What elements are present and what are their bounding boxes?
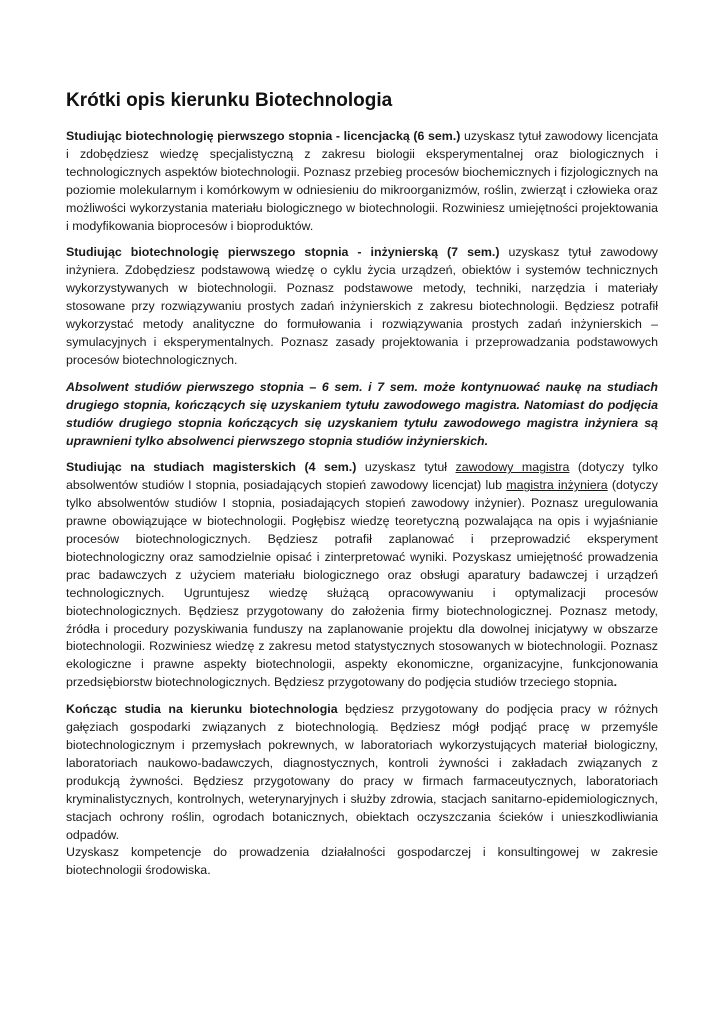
paragraph-body: uzyskasz tytuł zawodowy inżyniera. Zdobędziesz podstawową wiedzę o cyklu życia urządzeń, obiektów i systemów technicznych wykorzystywanych w biotechnologii. Poznasz podstawowe metody, techniki, narzędzia i materiały stosowane przy rozwiązywaniu prostych zadań inżynierskich z zakresu biotechnologii. Będziesz potrafił wykorzystać metody analityczne do formułowania i rozwiązywania prostych zadań inżynierskich – symulacyjnych i eksperymentalnych. Poznasz zasady projektowania i przeprowadzania podstawowych procesów biotechnologicznych. — [66, 245, 658, 367]
paragraph-body: będziesz przygotowany do podjęcia pracy w różnych gałęziach gospodarki związanych z biotechnologią. Będziesz mógł podjąć pracę w przemyśle biotechnologicznym i przemysłach pokrewnych, w laboratoriach wykorzystujących materiał biologiczny, laboratoriach naukowo-badawczych, diagnostycznych, kontroli żywności i zakładach związanych z produkcją żywności. Będziesz przygotowany do pracy w firmach farmaceutycznych, laboratoriach kryminalistycznych, kontrolnych, weterynaryjnych i służby zdrowia, stacjach sanitarno-epidemiologicznych, stacjach ochrony roślin, ogrodach botanicznych, obiektach oczyszczania ścieków i unieszkodliwiania odpadów. — [66, 702, 658, 842]
paragraph-end-period: . — [613, 675, 618, 690]
paragraph-lead: Kończąc studia na kierunku biotechnologia — [66, 702, 338, 717]
paragraph-text: (dotyczy tylko absolwentów studiów I stopnia, posiadających stopień zawodowy inżynier). Poznasz uregulowania prawne obowiązujące w biotechnologii. Pogłębisz wiedzę teoretyczną pozwalająca na opis i wyjaśnianie procesów biotechnologicznych. Będziesz potrafił zaplanować i przeprowadzić eksperyment biotechnologiczny oraz samodzielnie opisać i zinterpretować wyniki. Pozyskasz umiejętność prowadzenia prac badawczych z użyciem materiału biologicznego oraz obsługi aparatury badawczej i urządzeń technologicznych. Ugruntujesz wiedzę służącą opracowywaniu i optymalizacji procesów biotechnologicznych. Będziesz przygotowany do założenia firmy biotechnologicznej. Poznasz metody, źródła i procedury pozyskiwania funduszy na zaplanowanie projektu dla dowolnej inicjatywy w obszarze biotechnologii. Rozwiniesz wiedzę z zakresu metod statystycznych stosowanych w biotechnologii. Poznasz ekologiczne i prawne aspekty biotechnologii, aspekty ekonomiczne, organizacyjne, funkcjonowania przedsiębiorstw biotechnologicznych. Będziesz przygotowany do podjęcia studiów trzeciego stopnia — [66, 478, 658, 690]
paragraph-lead: Studiując na studiach magisterskich (4 sem.) — [66, 460, 357, 475]
paragraph-graduate-note: Absolwent studiów pierwszego stopnia – 6 sem. i 7 sem. może kontynuować naukę na studiach drugiego stopnia, kończących się uzyskaniem tytułu zawodowego magistra. Natomiast do podjęcia studiów drugiego stopnia kończących się uzyskaniem tytułu zawodowego magistra inżyniera są uprawnieni tylko absolwenci pierwszego stopnia studiów inżynierskich. — [66, 379, 658, 448]
paragraph-master — [66, 459, 658, 692]
paragraph-bachelor-engineer — [66, 244, 658, 369]
paragraph-body: uzyskasz tytuł zawodowy licencjata i zdobędziesz wiedzę specjalistyczną z zakresu biologii eksperymentalnej oraz biologicznych i technologicznych aspektów biotechnologii. Poznasz przebieg procesów biochemicznych i fizjologicznych na poziomie molekularnym i komórkowym w odniesieniu do mikroorganizmów, roślin, zwierząt i człowieka oraz możliwości wykorzystania materiału biologicznego w biotechnologii. Rozwiniesz umiejętności projektowania i modyfikowania bioprocesów i bioproduktów. — [66, 129, 658, 233]
document-page — [66, 88, 658, 889]
paragraph-bachelor-licencjat — [66, 128, 658, 235]
paragraph-career — [66, 701, 658, 844]
underlined-degree-magister-engineer: magistra inżyniera — [506, 478, 608, 493]
paragraph-competences: Uzyskasz kompetencje do prowadzenia działalności gospodarczej i konsultingowej w zakresie biotechnologii środowiska. — [66, 845, 658, 878]
paragraph-text: uzyskasz tytuł — [356, 460, 456, 475]
paragraph-lead: Studiując biotechnologię pierwszego stopnia - licencjacką (6 sem.) — [66, 129, 461, 143]
document-title: Krótki opis kierunku Biotechnologia — [66, 90, 393, 111]
underlined-degree-magister: zawodowy magistra — [455, 460, 570, 475]
paragraph-text: (dotyczy tylko absolwentów studiów I stopnia, posiadających stopień zawodowy licencjat) lub — [66, 460, 659, 493]
paragraph-lead: Studiując biotechnologię pierwszego stopnia - inżynierską (7 sem.) — [66, 245, 500, 260]
